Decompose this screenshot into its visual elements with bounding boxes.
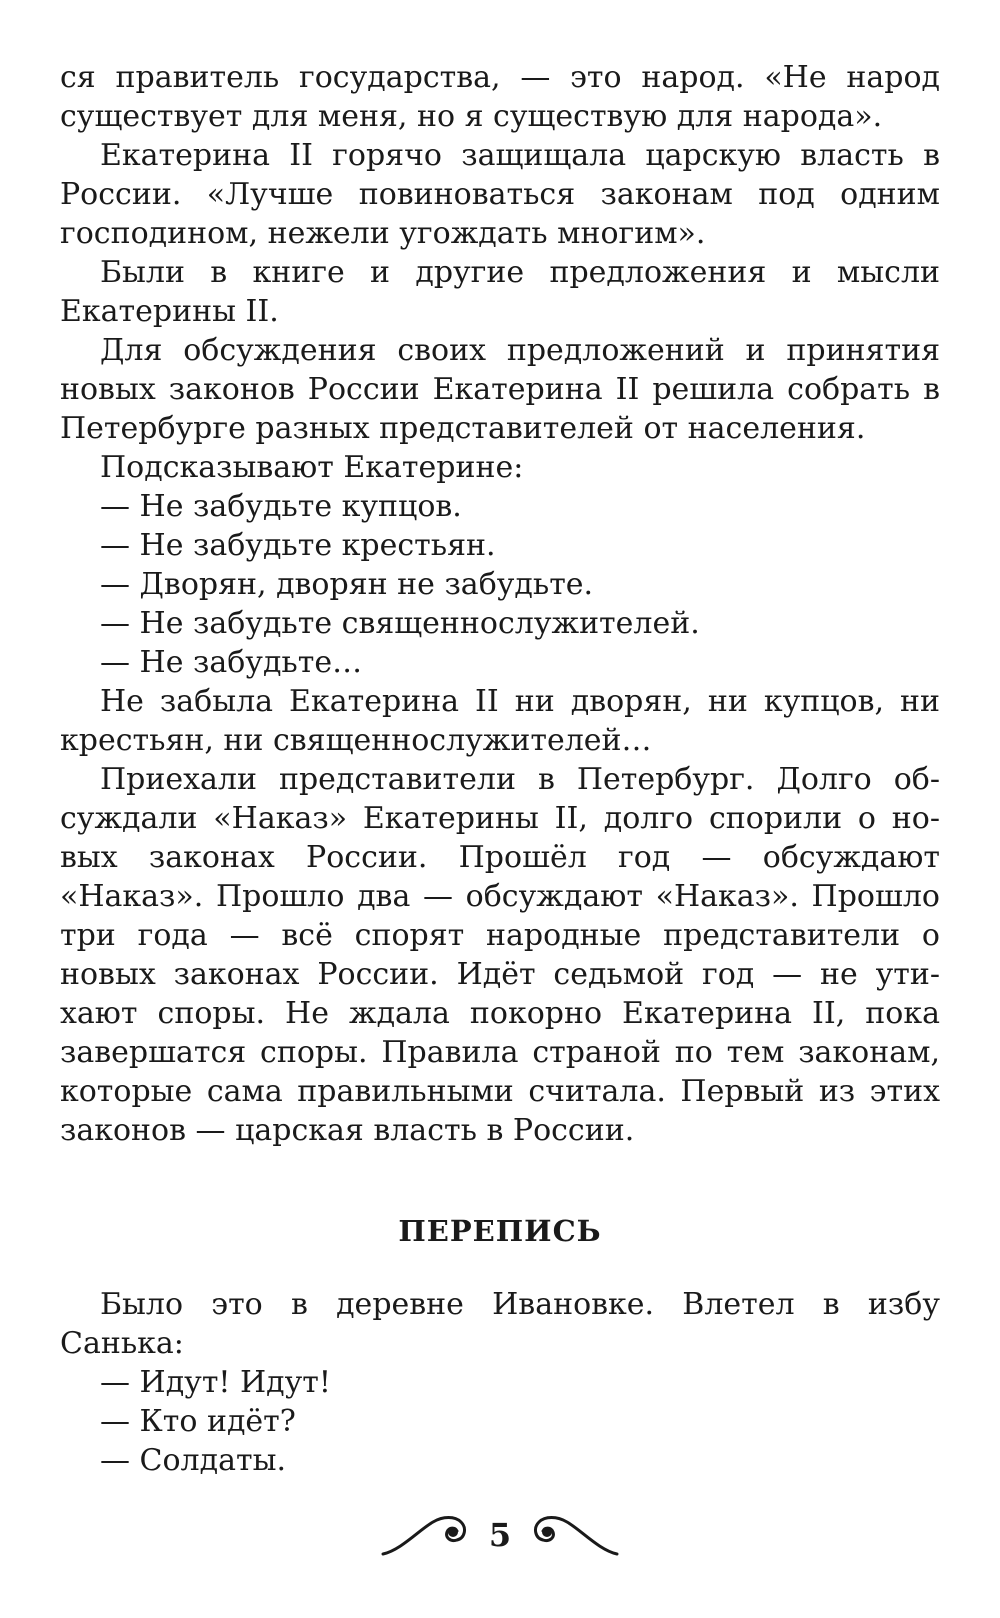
- page-number: 5: [488, 1516, 512, 1554]
- paragraph: Приехали представители в Петербург. Долго обсуждали «Наказ» Екатерины II, долго спорили о новых законах России. Прошёл год — обсуждают «Наказ». Прошло два — обсуждают «Наказ». Прошло три года — всё спорят народные представители о новых законах России. Идёт седьмой год — не утихают споры. Не ждала покорно Екатерина II, пока завершатся споры. Правила страной по тем законам, которые сама правильными считала. Первый из этих законов — царская власть в России.: [60, 762, 940, 1148]
- paragraph: ся правитель государства, — это народ. «Не народ существует для меня, но я существую для народа».: [60, 60, 940, 134]
- dialog-line: — Не забудьте…: [100, 645, 363, 680]
- dialog-line: — Не забудьте крестьян.: [100, 528, 496, 563]
- paragraph: Не забыла Екатерина II ни дворян, ни купцов, ни крестьян, ни священнослужителей…: [60, 684, 940, 758]
- paragraph: Было это в деревне Ивановке. Влетел в избу Санька:: [60, 1287, 940, 1361]
- page-footer: [0, 1505, 1000, 1565]
- section-title: ПЕРЕПИСЬ: [398, 1214, 602, 1248]
- left-ornament-icon: [381, 1510, 471, 1560]
- paragraph: Были в книге и другие предложения и мысли Екатерины II.: [60, 255, 940, 329]
- page-body: [60, 58, 940, 1480]
- dialog-line: — Дворян, дворян не забудьте.: [100, 567, 594, 602]
- paragraph: Для обсуждения своих предложений и принятия новых законов России Екатерина II решила собрать в Петербурге разных представителей от населения.: [60, 333, 940, 446]
- right-ornament-icon: [529, 1510, 619, 1560]
- dialog-line: — Не забудьте священнослужителей.: [100, 606, 700, 641]
- dialog-line: — Солдаты.: [100, 1443, 286, 1478]
- paragraph: Екатерина II горячо защищала царскую власть в России. «Лучше повиноваться законам под одним господином, нежели угождать многим».: [60, 138, 940, 251]
- dialog-line: — Идут! Идут!: [100, 1365, 331, 1400]
- dialog-line: — Кто идёт?: [100, 1404, 296, 1439]
- paragraph: Подсказывают Екатерине:: [100, 450, 524, 485]
- dialog-line: — Не забудьте купцов.: [100, 489, 462, 524]
